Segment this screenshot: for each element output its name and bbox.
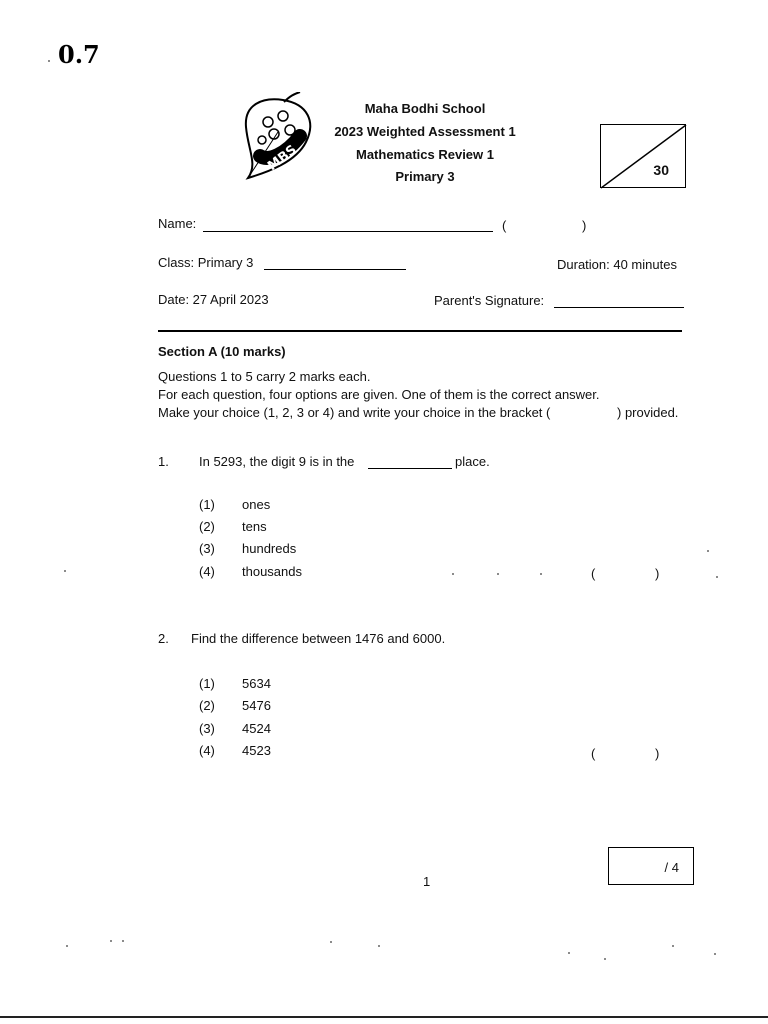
question-1-text: In 5293, the digit 9 is in the xyxy=(199,454,355,469)
bottom-edge-line xyxy=(0,1016,768,1018)
q2-option-3-label: (3) xyxy=(199,721,215,736)
date: Date: 27 April 2023 xyxy=(158,292,269,307)
q2-option-3-text: 4524 xyxy=(242,721,271,736)
signature-label: Parent's Signature: xyxy=(434,293,545,308)
q2-answer-bracket-close: ) xyxy=(655,746,660,761)
section-instruction-2: For each question, four options are given. One of them is the correct answer. xyxy=(158,387,600,402)
scan-speck xyxy=(707,550,709,552)
page-number: 1 xyxy=(423,874,431,889)
scan-speck xyxy=(714,953,716,955)
q2-option-1-label: (1) xyxy=(199,676,215,691)
q1-answer-bracket-open[interactable]: ( xyxy=(591,566,596,581)
total-marks: 30 xyxy=(653,162,669,178)
q1-option-3-label: (3) xyxy=(199,541,215,556)
q2-option-4-label: (4) xyxy=(199,743,215,758)
signature-field[interactable] xyxy=(554,294,684,308)
scan-speck xyxy=(110,940,112,942)
question-1-number: 1. xyxy=(158,454,169,469)
question-2-number: 2. xyxy=(158,631,169,646)
q2-option-4-text: 4523 xyxy=(242,743,271,758)
scan-speck xyxy=(672,945,674,947)
page-marks: / 4 xyxy=(664,860,679,875)
scan-speck xyxy=(568,952,570,954)
scan-speck xyxy=(66,945,68,947)
scan-speck xyxy=(122,940,124,942)
q2-option-2-text: 5476 xyxy=(242,698,271,713)
section-instruction-3: Make your choice (1, 2, 3 or 4) and write your choice in the bracket ( xyxy=(158,405,551,420)
scan-speck xyxy=(540,573,542,575)
section-instruction-3-end: ) provided. xyxy=(617,405,679,420)
section-title: Section A (10 marks) xyxy=(158,344,286,359)
class-label: Class: Primary 3 xyxy=(158,255,254,270)
question-1-text-end: place. xyxy=(455,454,490,469)
q1-answer-bracket-close: ) xyxy=(655,566,660,581)
scan-speck xyxy=(330,941,332,943)
q2-answer-bracket-open[interactable]: ( xyxy=(591,746,596,761)
subject-title: Mathematics Review 1 xyxy=(355,147,494,162)
class-field[interactable] xyxy=(264,256,406,270)
name-bracket-close: ) xyxy=(582,218,587,233)
scan-speck xyxy=(48,60,50,62)
assessment-title: 2023 Weighted Assessment 1 xyxy=(334,124,516,139)
q1-option-4-label: (4) xyxy=(199,564,215,579)
scan-speck xyxy=(497,573,499,575)
q1-option-2-label: (2) xyxy=(199,519,215,534)
name-field[interactable] xyxy=(203,217,493,232)
level-title: Primary 3 xyxy=(395,169,455,184)
divider xyxy=(158,330,682,332)
scan-speck xyxy=(378,945,380,947)
scan-speck xyxy=(604,958,606,960)
question-1-blank xyxy=(368,455,452,469)
q2-option-1-text: 5634 xyxy=(242,676,271,691)
name-label: Name: xyxy=(158,216,197,231)
q2-option-2-label: (2) xyxy=(199,698,215,713)
q1-option-2-text: tens xyxy=(242,519,267,534)
corner-mark: 0.7 xyxy=(58,40,100,69)
name-bracket-open: ( xyxy=(502,218,507,233)
scan-speck xyxy=(452,573,454,575)
logo-text: MBS xyxy=(265,142,300,175)
q1-option-3-text: hundreds xyxy=(242,541,297,556)
q1-option-1-text: ones xyxy=(242,497,271,512)
total-score-box xyxy=(600,124,686,188)
scan-speck xyxy=(64,570,66,572)
question-2-text: Find the difference between 1476 and 6000. xyxy=(191,631,446,646)
duration: Duration: 40 minutes xyxy=(557,257,677,272)
scan-speck xyxy=(716,576,718,578)
school-name: Maha Bodhi School xyxy=(364,101,486,116)
q1-option-1-label: (1) xyxy=(199,497,215,512)
section-instruction-1: Questions 1 to 5 carry 2 marks each. xyxy=(158,369,371,384)
page-marks-box xyxy=(608,847,694,885)
q1-option-4-text: thousands xyxy=(242,564,302,579)
